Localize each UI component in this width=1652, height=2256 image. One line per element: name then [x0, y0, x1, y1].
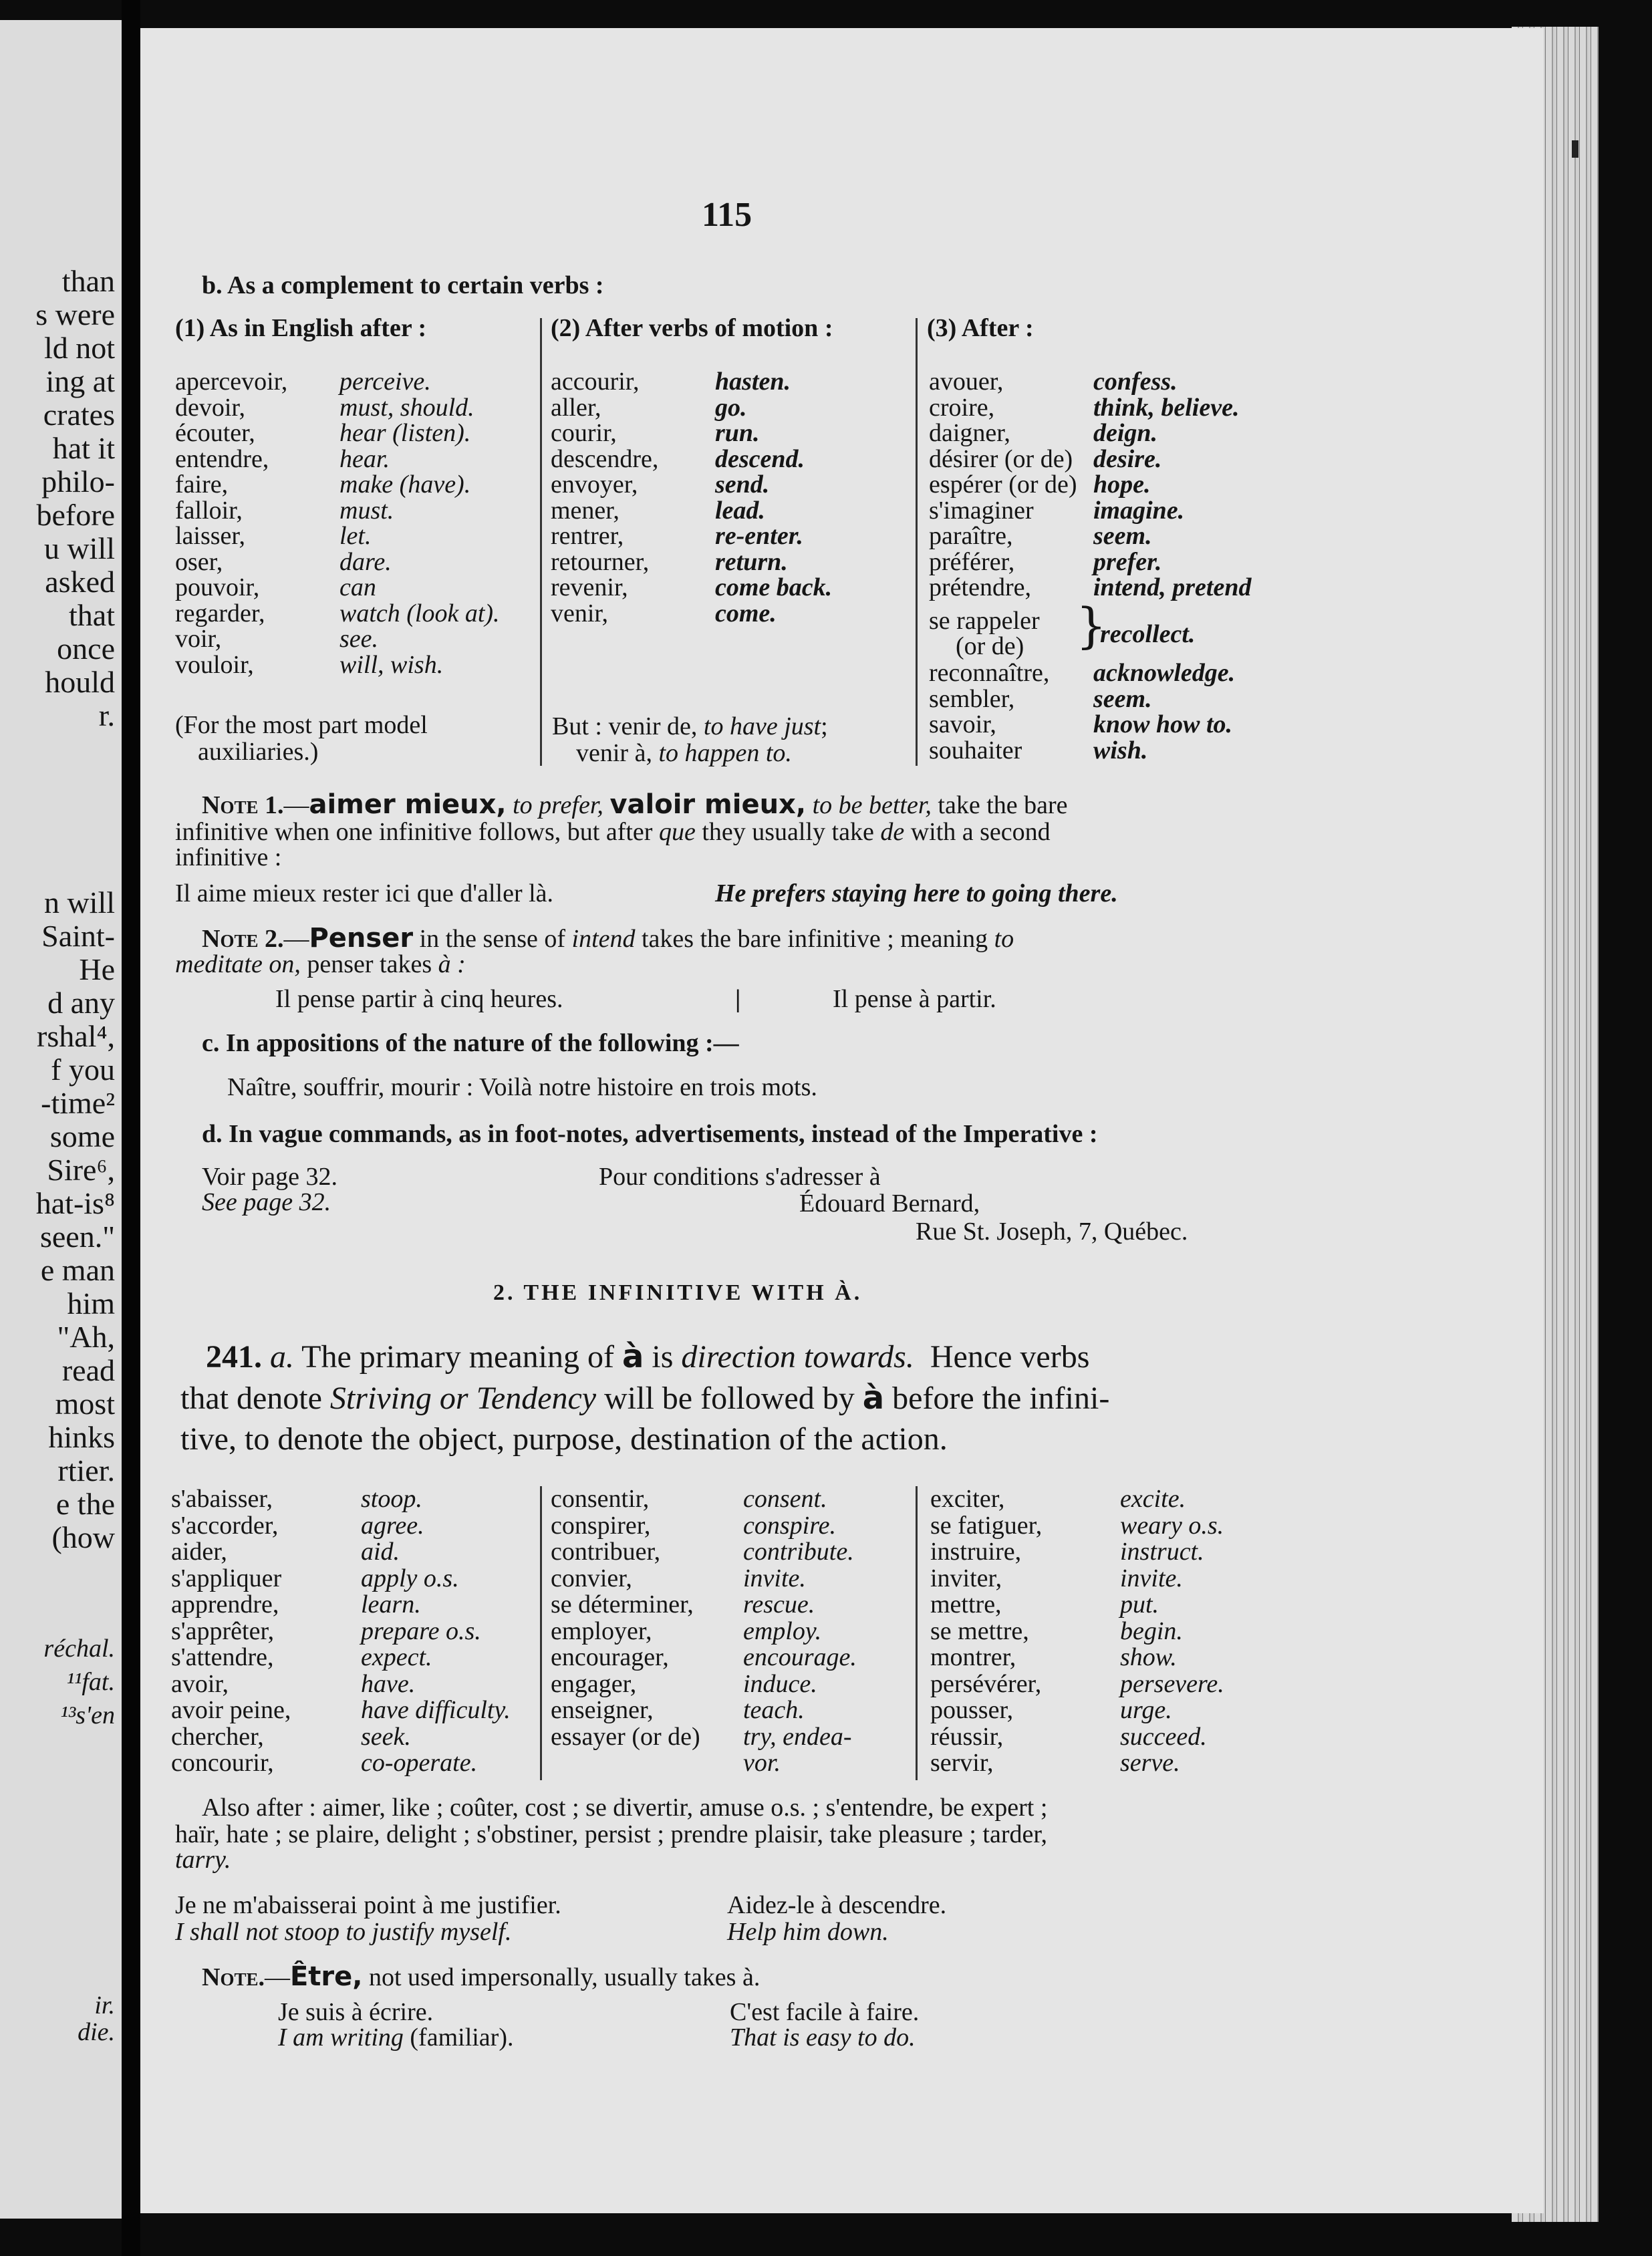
english-meaning: seem.	[1093, 684, 1152, 713]
french-verb: daigner,	[929, 419, 1010, 447]
example-english-1: I shall not stoop to justify myself.	[175, 1918, 512, 1946]
english-meaning: urge.	[1120, 1696, 1172, 1724]
french-verb: se fatiguer,	[930, 1511, 1043, 1540]
english-meaning: wish.	[1093, 736, 1148, 764]
previous-page-text-fragment: hat it	[52, 431, 115, 465]
french-verb: engager,	[551, 1669, 637, 1698]
previous-page-text-fragment: ld not	[43, 331, 115, 365]
column-divider	[540, 1486, 542, 1780]
previous-page-text-fragment: that	[69, 598, 115, 632]
english-meaning: hope.	[1093, 470, 1151, 499]
english-meaning: encourage.	[743, 1643, 857, 1671]
french-verb: espérer (or de)	[929, 470, 1077, 499]
page-edge-mark	[1572, 140, 1578, 158]
english-meaning: will, wish.	[339, 650, 444, 679]
french-verb: souhaiter	[929, 736, 1022, 764]
english-meaning: re-enter.	[715, 522, 803, 550]
french-verb: faire,	[175, 470, 229, 499]
french-verb: servir,	[930, 1749, 994, 1777]
note1-example-french: Il aime mieux rester ici que d'aller là.	[175, 879, 554, 907]
french-verb: vouloir,	[175, 650, 254, 679]
french-verb: revenir,	[551, 573, 628, 601]
previous-page-text-fragment: asked	[45, 565, 115, 599]
col2-footer-line2: venir à, to happen to.	[576, 739, 792, 767]
english-meaning: desire.	[1093, 444, 1162, 473]
english-meaning: see.	[339, 625, 379, 653]
previous-page-text-fragment: Sire⁶,	[47, 1153, 115, 1187]
english-meaning: stoop.	[361, 1485, 422, 1513]
previous-page-fragment	[0, 20, 122, 2219]
french-verb: descendre,	[551, 444, 659, 473]
french-verb: mettre,	[930, 1590, 1002, 1618]
col3-rappeler-verb: se rappeler	[929, 607, 1040, 635]
column-divider	[540, 318, 542, 766]
french-verb: pousser,	[930, 1696, 1014, 1724]
column-divider	[916, 1486, 918, 1780]
example-french-1: Je ne m'abaisserai point à me justifier.	[175, 1891, 561, 1919]
also-after-line1: Also after : aimer, like ; coûter, cost ; se divertir, amuse o.s. ; s'entendre, be expert ;	[202, 1794, 1048, 1822]
english-meaning: return.	[715, 547, 788, 576]
note-etre-example-en2: That is easy to do.	[730, 2023, 916, 2052]
english-meaning: seem.	[1093, 522, 1152, 550]
note2-example-1: Il pense partir à cinq heures.	[275, 985, 563, 1013]
english-meaning: expect.	[361, 1643, 432, 1671]
note-etre-example-fr1: Je suis à écrire.	[278, 1998, 434, 2026]
french-verb: avouer,	[929, 368, 1004, 396]
section-d-voir: Voir page 32.	[202, 1163, 337, 1191]
english-meaning: conspire.	[743, 1511, 836, 1540]
previous-page-text-fragment: rshal⁴,	[37, 1019, 115, 1053]
french-verb: savoir,	[929, 710, 996, 738]
french-verb: laisser,	[175, 522, 246, 550]
previous-page-text-fragment: réchal.	[43, 1635, 115, 1663]
french-verb: préférer,	[929, 547, 1015, 576]
para241-line2: that denote Striving or Tendency will be followed by à before the infini-	[180, 1379, 1110, 1417]
french-verb: regarder,	[175, 599, 265, 627]
english-meaning: invite.	[1120, 1564, 1183, 1592]
previous-page-text-fragment: u will	[43, 531, 115, 565]
english-meaning: excite.	[1120, 1485, 1186, 1513]
column-divider	[916, 318, 918, 766]
french-verb: essayer (or de)	[551, 1722, 700, 1751]
section-d-see: See page 32.	[202, 1188, 331, 1216]
english-meaning: prefer.	[1093, 547, 1162, 576]
french-verb: aller,	[551, 393, 601, 422]
english-meaning: think, believe.	[1093, 393, 1240, 422]
french-verb: sembler,	[929, 684, 1015, 713]
section-d-name: Édouard Bernard,	[799, 1189, 980, 1218]
french-verb: écouter,	[175, 419, 255, 447]
english-meaning: instruct.	[1120, 1538, 1204, 1566]
para241-line3: tive, to denote the object, purpose, destination of the action.	[180, 1421, 948, 1457]
previous-page-text-fragment: most	[55, 1387, 115, 1421]
page-number: 115	[702, 196, 752, 234]
english-meaning: descend.	[715, 444, 805, 473]
section-d-pour: Pour conditions s'adresser à	[599, 1163, 881, 1191]
french-verb: pouvoir,	[175, 573, 260, 601]
french-verb: encourager,	[551, 1643, 669, 1671]
french-verb: montrer,	[930, 1643, 1016, 1671]
french-verb: aider,	[171, 1538, 227, 1566]
english-meaning: weary o.s.	[1120, 1511, 1224, 1540]
english-meaning: teach.	[743, 1696, 805, 1724]
note-etre-line: Note.—Être, not used impersonally, usually takes à.	[202, 1961, 761, 1992]
english-meaning: come.	[715, 599, 777, 627]
french-verb: contribuer,	[551, 1538, 661, 1566]
note2-line1: Note 2.—Penser in the sense of intend takes the bare infinitive ; meaning to	[202, 923, 1014, 954]
previous-page-text-fragment: hinks	[48, 1420, 115, 1454]
previous-page-text-fragment: than	[61, 264, 115, 298]
english-meaning: aid.	[361, 1538, 400, 1566]
note-etre-example-fr2: C'est facile à faire.	[730, 1998, 920, 2026]
section-c-example: Naître, souffrir, mourir : Voilà notre histoire en trois mots.	[227, 1073, 817, 1101]
section-c-text: c. In appositions of the nature of the following :—	[202, 1029, 739, 1057]
english-meaning: put.	[1120, 1590, 1159, 1618]
example-english-2: Help him down.	[727, 1918, 889, 1946]
previous-page-text-fragment: "Ah,	[57, 1320, 115, 1354]
note-etre-example-en1: I am writing (familiar).	[278, 2023, 514, 2052]
french-verb: inviter,	[930, 1564, 1002, 1592]
english-meaning: contribute.	[743, 1538, 854, 1566]
note1-example-english: He prefers staying here to going there.	[715, 879, 1118, 907]
col2-footer-line1: But : venir de, to have just;	[552, 712, 828, 740]
english-meaning: prepare o.s.	[361, 1616, 481, 1645]
english-meaning: know how to.	[1093, 710, 1233, 738]
french-verb: entendre,	[175, 444, 269, 473]
french-verb: s'apprêter,	[171, 1616, 275, 1645]
french-verb: chercher,	[171, 1722, 264, 1751]
previous-page-text-fragment: hat-is⁸	[35, 1186, 115, 1220]
english-meaning: consent.	[743, 1485, 827, 1513]
previous-page-text-fragment: before	[36, 498, 115, 532]
english-meaning: serve.	[1120, 1749, 1180, 1777]
french-verb: consentir,	[551, 1485, 650, 1513]
section-d-text: d. In vague commands, as in foot-notes, advertisements, instead of the Imperative :	[202, 1120, 1098, 1148]
french-verb: prétendre,	[929, 573, 1031, 601]
english-meaning: lead.	[715, 496, 765, 525]
french-verb: mener,	[551, 496, 620, 525]
previous-page-text-fragment: rtier.	[57, 1453, 115, 1488]
english-meaning: dare.	[339, 547, 392, 576]
english-meaning: induce.	[743, 1669, 817, 1698]
french-verb: paraître,	[929, 522, 1013, 550]
note2-line2: meditate on, penser takes à :	[175, 950, 466, 978]
french-verb: envoyer,	[551, 470, 638, 499]
french-verb: retourner,	[551, 547, 650, 576]
english-meaning: can	[339, 573, 376, 601]
french-verb: reconnaître,	[929, 659, 1050, 687]
french-verb: accourir,	[551, 368, 640, 396]
english-meaning: succeed.	[1120, 1722, 1207, 1751]
previous-page-text-fragment: philo-	[41, 464, 115, 499]
section-2-heading: 2. THE INFINITIVE WITH À.	[493, 1280, 863, 1305]
previous-page-text-fragment: hould	[45, 665, 115, 699]
english-meaning: apply o.s.	[361, 1564, 459, 1592]
note2-example-2: Il pense à partir.	[833, 985, 996, 1013]
also-after-line3: tarry.	[175, 1846, 231, 1874]
french-verb: se mettre,	[930, 1616, 1029, 1645]
french-verb: s'imaginer	[929, 496, 1034, 525]
english-meaning: agree.	[361, 1511, 424, 1540]
english-meaning: seek.	[361, 1722, 411, 1751]
english-meaning: run.	[715, 419, 760, 447]
french-verb: s'accorder,	[171, 1511, 279, 1540]
english-meaning: acknowledge.	[1093, 659, 1236, 687]
english-meaning: co-operate.	[361, 1749, 478, 1777]
english-meaning: must.	[339, 496, 394, 525]
example-french-2: Aidez-le à descendre.	[727, 1891, 947, 1919]
english-meaning: employ.	[743, 1616, 822, 1645]
english-meaning: invite.	[743, 1564, 806, 1592]
english-meaning: deign.	[1093, 419, 1158, 447]
previous-page-text-fragment: f you	[51, 1052, 115, 1087]
french-verb: falloir,	[175, 496, 243, 525]
previous-page-text-fragment: some	[49, 1119, 115, 1153]
english-meaning: hasten.	[715, 368, 791, 396]
previous-page-text-fragment: ing at	[45, 364, 115, 398]
note1-line1: Note 1.—aimer mieux, to prefer, valoir mieux, to be better, take the bare	[202, 789, 1068, 820]
col2-heading: (2) After verbs of motion :	[551, 314, 833, 342]
english-meaning: hear.	[339, 444, 390, 473]
french-verb: concourir,	[171, 1749, 274, 1777]
previous-page-text-fragment: s were	[35, 297, 115, 331]
note1-line3: infinitive :	[175, 843, 282, 871]
previous-page-text-fragment: Saint-	[41, 919, 115, 953]
book-gutter	[122, 0, 140, 2256]
english-meaning: come back.	[715, 573, 833, 601]
previous-page-text-fragment: die.	[78, 2018, 115, 2046]
french-verb: rentrer,	[551, 522, 624, 550]
previous-page-text-fragment: (how	[51, 1520, 115, 1554]
french-verb: enseigner,	[551, 1696, 654, 1724]
english-meaning: persevere.	[1120, 1669, 1224, 1698]
english-meaning: learn.	[361, 1590, 421, 1618]
french-verb: croire,	[929, 393, 995, 422]
english-meaning: imagine.	[1093, 496, 1185, 525]
english-meaning: perceive.	[339, 368, 431, 396]
french-verb: apprendre,	[171, 1590, 279, 1618]
previous-page-text-fragment: seen."	[39, 1220, 115, 1254]
previous-page-text-fragment: e the	[55, 1487, 115, 1521]
english-meaning: send.	[715, 470, 770, 499]
col1-heading: (1) As in English after :	[175, 314, 427, 342]
french-verb: convier,	[551, 1564, 632, 1592]
english-meaning: make (have).	[339, 470, 471, 499]
english-meaning: watch (look at).	[339, 599, 500, 627]
french-verb: employer,	[551, 1616, 652, 1645]
col3-rappeler-english: recollect.	[1100, 620, 1196, 648]
english-meaning: go.	[715, 393, 747, 422]
col3-heading: (3) After :	[927, 314, 1034, 342]
english-meaning: let.	[339, 522, 372, 550]
previous-page-text-fragment: He	[79, 952, 115, 986]
brace-symbol: }	[1076, 597, 1107, 654]
previous-page-text-fragment: n will	[43, 885, 115, 920]
english-meaning: begin.	[1120, 1616, 1183, 1645]
previous-page-text-fragment: -time²	[41, 1086, 115, 1120]
also-after-line2: haïr, hate ; se plaire, delight ; s'obstiner, persist ; prendre plaisir, take pleasure ; tarder,	[175, 1820, 1047, 1848]
english-meaning: try, endea-	[743, 1722, 852, 1751]
french-verb: réussir,	[930, 1722, 1004, 1751]
english-meaning: show.	[1120, 1643, 1177, 1671]
previous-page-text-fragment: read	[61, 1353, 115, 1387]
previous-page-text-fragment: e man	[40, 1253, 115, 1287]
french-verb: venir,	[551, 599, 609, 627]
english-meaning: vor.	[743, 1749, 781, 1777]
french-verb: voir,	[175, 625, 222, 653]
french-verb: désirer (or de)	[929, 444, 1073, 473]
french-verb: oser,	[175, 547, 223, 576]
french-verb: courir,	[551, 419, 617, 447]
english-meaning: hear (listen).	[339, 419, 471, 447]
previous-page-text-fragment: ¹¹fat.	[66, 1668, 115, 1696]
french-verb: instruire,	[930, 1538, 1022, 1566]
previous-page-text-fragment: crates	[43, 398, 115, 432]
previous-page-text-fragment: d any	[47, 986, 115, 1020]
previous-page-text-fragment: ir.	[94, 1991, 115, 2019]
col1-footer-line1: (For the most part model	[175, 711, 428, 739]
para241-line1: 241. a. The primary meaning of à is direction towards. Hence verbs	[206, 1338, 1090, 1375]
english-meaning: have difficulty.	[361, 1696, 511, 1724]
previous-page-text-fragment: r.	[98, 698, 115, 732]
french-verb: s'attendre,	[171, 1643, 274, 1671]
col3-rappeler-note: (or de)	[956, 632, 1024, 660]
previous-page-text-fragment: ¹³s'en	[60, 1701, 115, 1729]
english-meaning: confess.	[1093, 368, 1178, 396]
french-verb: apercevoir,	[175, 368, 288, 396]
note1-line2: infinitive when one infinitive follows, but after que they usually take de with a second	[175, 818, 1051, 846]
col1-footer-line2: auxiliaries.)	[198, 738, 319, 766]
note2-separator: |	[735, 985, 741, 1013]
french-verb: exciter,	[930, 1485, 1005, 1513]
french-verb: se déterminer,	[551, 1590, 694, 1618]
english-meaning: intend, pretend	[1093, 573, 1252, 601]
english-meaning: have.	[361, 1669, 416, 1698]
section-d-address: Rue St. Joseph, 7, Québec.	[916, 1218, 1188, 1246]
previous-page-text-fragment: once	[57, 631, 115, 666]
french-verb: s'abaisser,	[171, 1485, 273, 1513]
french-verb: devoir,	[175, 393, 246, 422]
french-verb: s'appliquer	[171, 1564, 282, 1592]
french-verb: conspirer,	[551, 1511, 651, 1540]
french-verb: avoir peine,	[171, 1696, 291, 1724]
english-meaning: must, should.	[339, 393, 474, 422]
english-meaning: rescue.	[743, 1590, 815, 1618]
french-verb: avoir,	[171, 1669, 229, 1698]
previous-page-text-fragment: him	[67, 1286, 115, 1320]
section-b-heading: b. As a complement to certain verbs :	[202, 271, 604, 299]
french-verb: persévérer,	[930, 1669, 1042, 1698]
